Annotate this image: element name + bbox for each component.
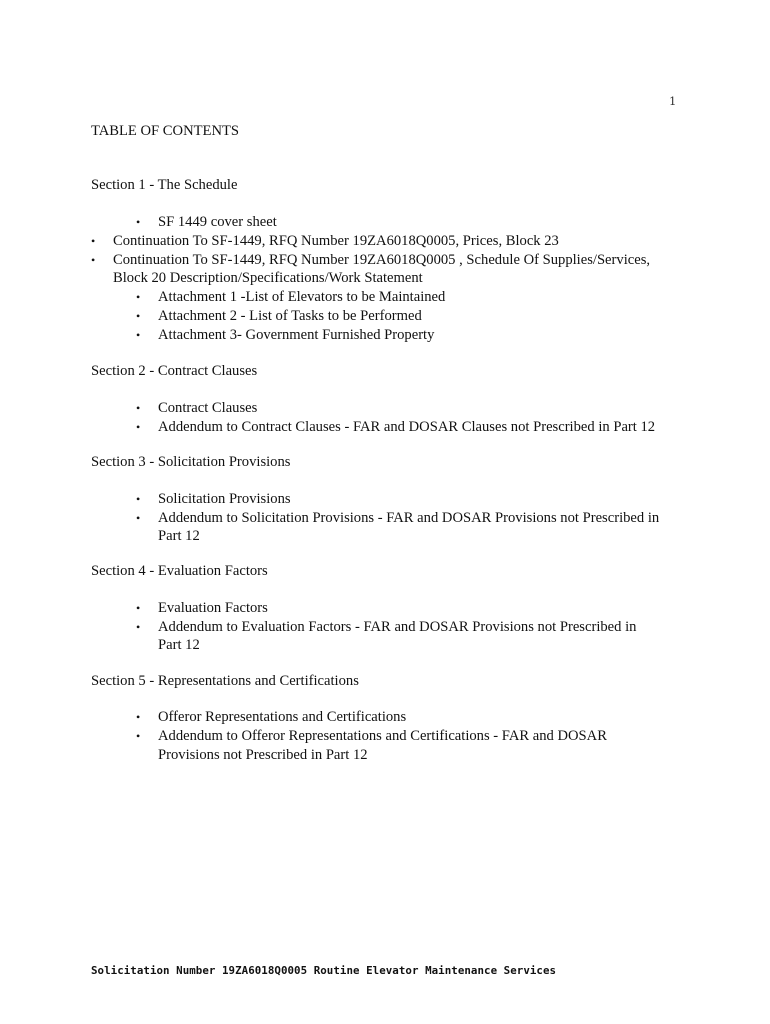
list-item-text: Part 12	[158, 637, 200, 653]
bullet-icon: •	[136, 290, 141, 304]
list-item-text: Offeror Representations and Certifications	[158, 709, 407, 725]
bullet-icon: •	[91, 253, 96, 267]
list-item-text: Part 12	[158, 528, 200, 544]
toc-title: TABLE OF CONTENTS	[91, 123, 240, 139]
list-item-text: Attachment 1 -List of Elevators to be Maintained	[158, 289, 446, 305]
list-item-text: Block 20 Description/Specifications/Work Statement	[113, 270, 423, 286]
list-item-text: Provisions not Prescribed in Part 12	[158, 747, 368, 763]
list-item-text: Addendum to Evaluation Factors - FAR and DOSAR Provisions not Prescribed in	[158, 619, 637, 635]
page-number: 1	[669, 94, 677, 108]
bullet-icon: •	[136, 309, 141, 323]
list-item-text: Contract Clauses	[158, 400, 258, 416]
list-item-text: Addendum to Offeror Representations and Certifications - FAR and DOSAR	[158, 728, 607, 744]
page-footer: Solicitation Number 19ZA6018Q0005 Routine Elevator Maintenance Services	[91, 964, 557, 977]
list-item-text: Attachment 2 - List of Tasks to be Performed	[158, 308, 422, 324]
list-item-text: Solicitation Provisions	[158, 491, 291, 507]
list-item-text: Evaluation Factors	[158, 600, 268, 616]
bullet-icon: •	[136, 601, 141, 615]
bullet-icon: •	[136, 328, 141, 342]
bullet-icon: •	[136, 729, 141, 743]
list-item-text: Attachment 3- Government Furnished Property	[158, 327, 435, 343]
list-item-text: Addendum to Solicitation Provisions - FAR and DOSAR Provisions not Prescribed in	[158, 510, 660, 526]
list-item-text: Addendum to Contract Clauses - FAR and DOSAR Clauses not Prescribed in Part 12	[158, 419, 656, 435]
section-heading-2: Section 2 - Contract Clauses	[91, 363, 258, 379]
bullet-icon: •	[136, 620, 141, 634]
section-heading-3: Section 3 - Solicitation Provisions	[91, 454, 291, 470]
bullet-icon: •	[136, 710, 141, 724]
bullet-icon: •	[136, 401, 141, 415]
list-item-text: Continuation To SF-1449, RFQ Number 19ZA6018Q0005 , Schedule Of Supplies/Services,	[113, 252, 651, 268]
list-item-text: SF 1449 cover sheet	[158, 214, 277, 230]
section-heading-4: Section 4 - Evaluation Factors	[91, 563, 268, 579]
bullet-icon: •	[136, 215, 141, 229]
bullet-icon: •	[136, 511, 141, 525]
bullet-icon: •	[136, 420, 141, 434]
bullet-icon: •	[91, 234, 96, 248]
bullet-icon: •	[136, 492, 141, 506]
section-heading-1: Section 1 - The Schedule	[91, 177, 238, 193]
list-item-text: Continuation To SF-1449, RFQ Number 19ZA6018Q0005, Prices, Block 23	[113, 233, 559, 249]
section-heading-5: Section 5 - Representations and Certifications	[91, 673, 359, 689]
